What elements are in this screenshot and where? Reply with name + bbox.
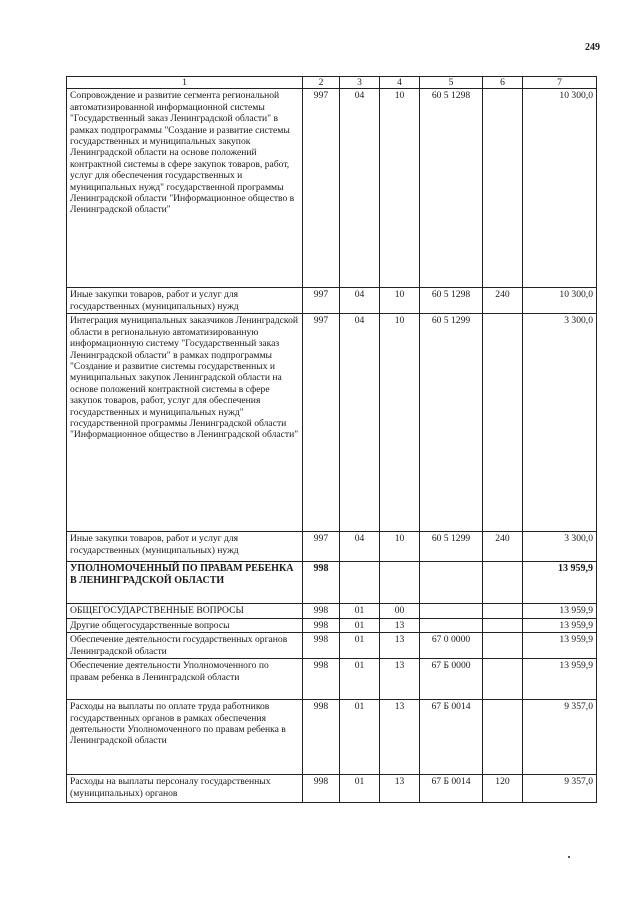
row-c6: [483, 89, 523, 288]
row-c2: 997: [303, 532, 340, 562]
row-c7: 10 300,0: [523, 288, 597, 314]
table-row: [67, 633, 597, 659]
table-row: [67, 604, 597, 618]
row-c2: 998: [303, 659, 340, 700]
row-c4: 13: [380, 700, 420, 775]
page-number: 249: [585, 42, 600, 53]
row-c3: 01: [340, 633, 380, 659]
row-c2: 998: [303, 618, 340, 632]
row-c5: 67 0 0000: [420, 633, 483, 659]
table-header-row: [67, 77, 597, 89]
row-c4: 10: [380, 532, 420, 562]
row-c2: 998: [303, 775, 340, 803]
row-c6: [483, 314, 523, 532]
table-row: [67, 618, 597, 632]
row-c5: [420, 604, 483, 618]
table-row: [67, 532, 597, 562]
row-c6: 240: [483, 288, 523, 314]
row-c5: 67 Б 0000: [420, 659, 483, 700]
row-c7: 13 959,9: [523, 604, 597, 618]
row-c4: 00: [380, 604, 420, 618]
row-c2: 997: [303, 89, 340, 288]
row-c6: 240: [483, 532, 523, 562]
row-c5: 60 5 1299: [420, 314, 483, 532]
column-header: 2: [303, 77, 340, 89]
row-c4: 13: [380, 659, 420, 700]
row-c4: 10: [380, 288, 420, 314]
row-name: Обеспечение деятельности Уполномоченного по правам ребенка в Ленинградской области: [67, 659, 303, 700]
column-header: 3: [340, 77, 380, 89]
row-c6: [483, 633, 523, 659]
row-c6: 120: [483, 775, 523, 803]
table-row: [67, 562, 597, 604]
row-c5: 60 5 1298: [420, 288, 483, 314]
row-c2: 997: [303, 288, 340, 314]
row-name: Иные закупки товаров, работ и услуг для государственных (муниципальных) нужд: [67, 532, 303, 562]
row-c6: [483, 700, 523, 775]
row-c3: 01: [340, 659, 380, 700]
row-name: ОБЩЕГОСУДАРСТВЕННЫЕ ВОПРОСЫ: [67, 604, 303, 618]
row-name: Расходы на выплаты по оплате труда работников государственных органов в рамках обеспечения деятельности Уполномоченного по правам ребенка в Ленинградской области: [67, 700, 303, 775]
row-c5: [420, 618, 483, 632]
row-c6: [483, 604, 523, 618]
row-c5: 60 5 1299: [420, 532, 483, 562]
row-c2: 998: [303, 604, 340, 618]
row-c7: 9 357,0: [523, 700, 597, 775]
column-header: 6: [483, 77, 523, 89]
row-c3: 01: [340, 700, 380, 775]
row-name: Обеспечение деятельности государственных органов Ленинградской области: [67, 633, 303, 659]
scan-speck: [568, 856, 570, 858]
table-row: [67, 775, 597, 803]
row-c3: 04: [340, 314, 380, 532]
row-name: Иные закупки товаров, работ и услуг для государственных (муниципальных) нужд: [67, 288, 303, 314]
column-header: 4: [380, 77, 420, 89]
row-c5: 60 5 1298: [420, 89, 483, 288]
row-c3: 01: [340, 604, 380, 618]
row-c3: 04: [340, 288, 380, 314]
row-c7: 3 300,0: [523, 532, 597, 562]
row-c5: 67 Б 0014: [420, 775, 483, 803]
row-c4: 10: [380, 89, 420, 288]
row-c3: 04: [340, 89, 380, 288]
row-c6: [483, 659, 523, 700]
table-row: [67, 89, 597, 288]
row-c2: 998: [303, 700, 340, 775]
row-c3: 01: [340, 618, 380, 632]
row-name: Другие общегосударственные вопросы: [67, 618, 303, 632]
table-row: [67, 288, 597, 314]
row-name: УПОЛНОМОЧЕННЫЙ ПО ПРАВАМ РЕБЕНКА В ЛЕНИНГРАДСКОЙ ОБЛАСТИ: [67, 562, 303, 604]
row-name: Интеграция муниципальных заказчиков Ленинградской области в региональную автоматизированную информационную систему "Государственный заказ Ленинградской области" в рамках подпрограммы "Создание и развитие системы государственных и муниципальных закупок Ленинградской области на основе положений контрактной системы в сфере закупок товаров, работ, услуг для обеспечения государственных и муниципальных нужд" государственной программы Ленинградской области "Информационное общество в Ленинградской области": [67, 314, 303, 532]
row-c3: 04: [340, 532, 380, 562]
row-c7: 10 300,0: [523, 89, 597, 288]
column-header: 1: [67, 77, 303, 89]
row-c4: [380, 562, 420, 604]
table-row: [67, 700, 597, 775]
row-c5: 67 Б 0014: [420, 700, 483, 775]
row-c4: 13: [380, 775, 420, 803]
column-header: 7: [523, 77, 597, 89]
row-c2: 997: [303, 314, 340, 532]
row-c7: 9 357,0: [523, 775, 597, 803]
table-row: [67, 659, 597, 700]
row-name: Расходы на выплаты персоналу государственных (муниципальных) органов: [67, 775, 303, 803]
row-c7: 3 300,0: [523, 314, 597, 532]
row-c5: [420, 562, 483, 604]
row-c7: 13 959,9: [523, 633, 597, 659]
row-c6: [483, 562, 523, 604]
row-c7: 13 959,9: [523, 618, 597, 632]
row-c6: [483, 618, 523, 632]
budget-table: [66, 76, 597, 803]
row-c3: [340, 562, 380, 604]
row-name: Сопровождение и развитие сегмента региональной автоматизированной информационной системы "Государственный заказ Ленинградской области" в рамках подпрограммы "Создание и развитие системы государственных и муниципальных закупок Ленинградской области на основе положений контрактной системы в сфере закупок товаров, работ, услуг для обеспечения государственных и муниципальных нужд" государственной программы Ленинградской области "Информационное общество в Ленинградской области": [67, 89, 303, 288]
row-c7: 13 959,9: [523, 659, 597, 700]
row-c7: 13 959,9: [523, 562, 597, 604]
column-header: 5: [420, 77, 483, 89]
table-row: [67, 314, 597, 532]
row-c4: 13: [380, 633, 420, 659]
row-c3: 01: [340, 775, 380, 803]
row-c4: 13: [380, 618, 420, 632]
row-c4: 10: [380, 314, 420, 532]
row-c2: 998: [303, 562, 340, 604]
row-c2: 998: [303, 633, 340, 659]
